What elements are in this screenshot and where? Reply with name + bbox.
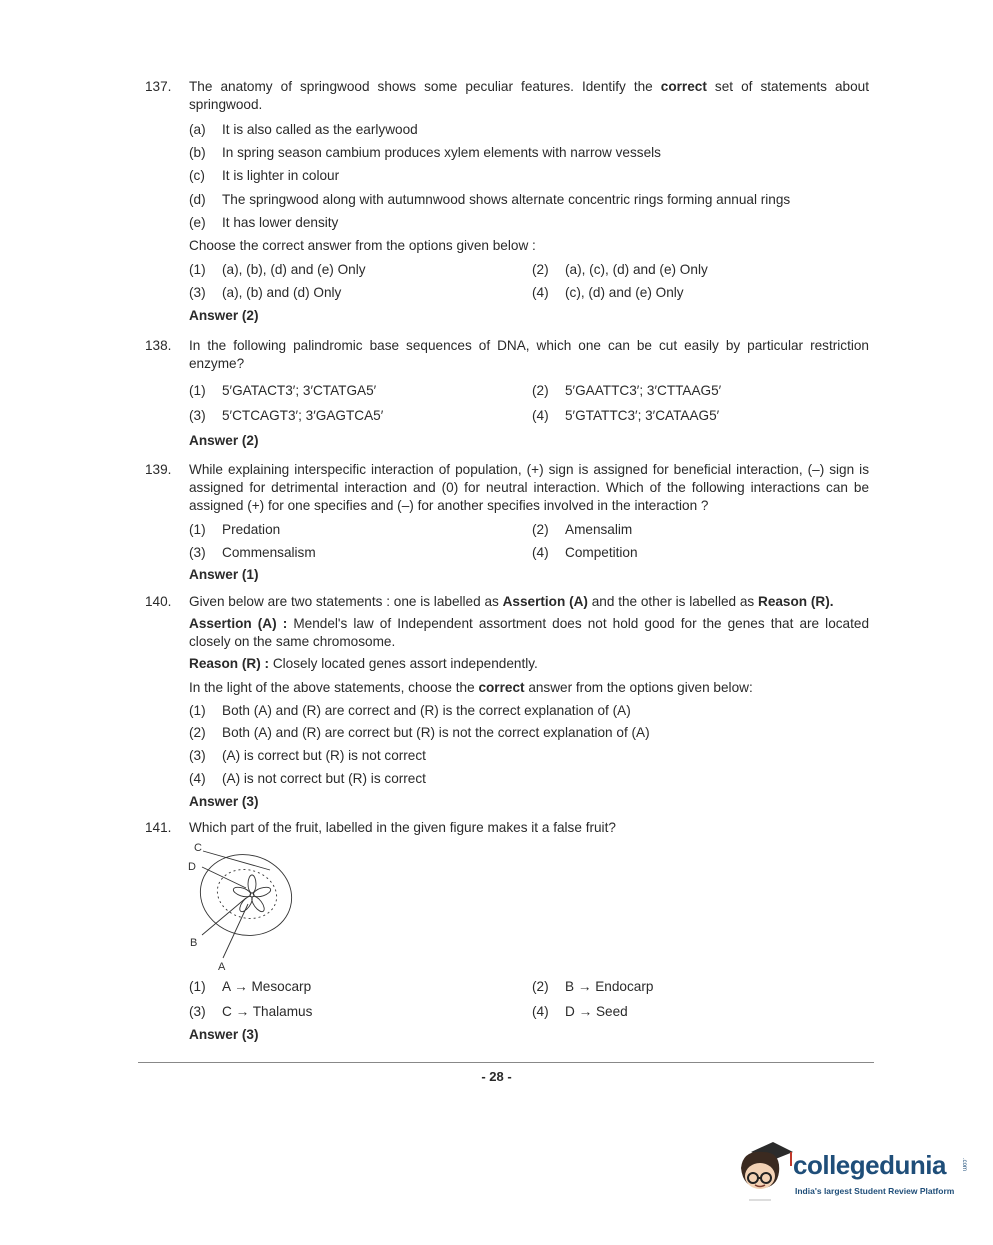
question-140	[145, 593, 870, 809]
option-1[interactable]: (1) 5′GATACT3′; 3′CTATGA5′	[189, 383, 377, 398]
figure-label-a: A	[218, 961, 226, 973]
option-1[interactable]: (1) (a), (b), (d) and (e) Only	[189, 262, 366, 277]
option-2[interactable]: (2) B → Endocarp	[532, 979, 654, 994]
question-137	[145, 78, 870, 323]
question-138	[145, 337, 869, 448]
option-3[interactable]: (3) (A) is correct but (R) is not correct	[189, 748, 426, 763]
reason: Reason (R) : Closely located genes assort independently.	[189, 656, 538, 671]
seed-arrangement	[232, 875, 272, 914]
answer: Answer (2)	[189, 308, 259, 323]
instruction: Choose the correct answer from the options given below :	[189, 238, 536, 253]
question-141	[145, 819, 869, 1042]
answer: Answer (3)	[189, 1027, 259, 1042]
option-4[interactable]: (4) (A) is not correct but (R) is correct	[189, 771, 426, 786]
question-139	[145, 461, 869, 582]
figure-label-b: B	[190, 937, 198, 949]
question-stem: While explaining interspecific interaction of population, (+) sign is assigned for beneficial interaction, (–) sign is assigned for detrimental interaction and (0) for neutral interaction. Which of the following interactions can be assigned (+) for one specifies and (–) for another specifies involved in the interaction ?	[189, 462, 869, 513]
question-number: 138.	[145, 338, 172, 353]
question-stem: Given below are two statements : one is labelled as Assertion (A) and the other is labelled as Reason (R).	[189, 594, 834, 609]
logo-suffix: .com	[961, 1158, 967, 1172]
option-2[interactable]: (2) (a), (c), (d) and (e) Only	[532, 262, 708, 277]
answer: Answer (2)	[189, 433, 259, 448]
question-number: 137.	[145, 79, 172, 94]
fruit-cross-section-figure	[180, 838, 310, 978]
option-1[interactable]: (1) Predation	[189, 522, 281, 537]
option-2[interactable]: (2) Amensalim	[532, 522, 633, 537]
fruit-inner-wall	[212, 863, 282, 925]
option-4[interactable]: (4) Competition	[532, 545, 638, 560]
question-number: 140.	[145, 594, 172, 609]
option-2[interactable]: (2) 5′GAATTC3′; 3′CTTAAG5′	[532, 383, 722, 398]
option-1[interactable]: (1) Both (A) and (R) are correct and (R) is the correct explanation of (A)	[189, 703, 631, 718]
answer: Answer (3)	[189, 794, 259, 809]
statement-d: (d) The springwood along with autumnwood shows alternate concentric rings forming annual rings	[189, 192, 791, 207]
option-3[interactable]: (3) C → Thalamus	[189, 1004, 313, 1019]
statement-e: (e) It has lower density	[189, 215, 339, 230]
logo-name: collegedunia	[793, 1150, 946, 1180]
option-1[interactable]: (1) A → Mesocarp	[189, 979, 312, 994]
statement-b: (b) In spring season cambium produces xylem elements with narrow vessels	[189, 145, 661, 160]
option-4[interactable]: (4) (c), (d) and (e) Only	[532, 285, 684, 300]
statement-c: (c) It is lighter in colour	[189, 168, 340, 183]
option-3[interactable]: (3) Commensalism	[189, 545, 316, 560]
option-3[interactable]: (3) 5′CTCAGT3′; 3′GAGTCA5′	[189, 408, 384, 423]
question-number: 141.	[145, 820, 172, 835]
figure-label-d: D	[188, 861, 196, 873]
answer: Answer (1)	[189, 567, 259, 582]
figure-label-c: C	[194, 842, 202, 854]
pointer-a	[223, 904, 248, 958]
question-stem: In the following palindromic base sequences of DNA, which one can be cut easily by particular restriction enzyme?	[189, 338, 869, 371]
statement-a: (a) It is also called as the earlywood	[189, 122, 418, 137]
footer-divider	[138, 1062, 874, 1063]
option-3[interactable]: (3) (a), (b) and (d) Only	[189, 285, 342, 300]
question-stem: The anatomy of springwood shows some peculiar features. Identify the correct set of statements about springwood.	[189, 79, 870, 112]
option-4[interactable]: (4) D → Seed	[532, 1004, 628, 1019]
assertion: Assertion (A) : Mendel's law of Independent assortment does not hold good for the genes that are located closely on the same chromosome.	[189, 616, 870, 649]
instruction: In the light of the above statements, choose the correct answer from the options given below:	[189, 680, 753, 695]
pointer-c	[203, 851, 270, 870]
option-4[interactable]: (4) 5′GTATTC3′; 3′CATAAG5′	[532, 408, 720, 423]
mascot-icon	[733, 1138, 793, 1208]
logo-tagline: India's largest Student Review Platform	[795, 1186, 955, 1196]
option-2[interactable]: (2) Both (A) and (R) are correct but (R) is not the correct explanation of (A)	[189, 725, 650, 740]
question-stem: Which part of the fruit, labelled in the given figure makes it a false fruit?	[189, 820, 616, 835]
page-number: - 28 -	[481, 1069, 512, 1084]
collegedunia-logo[interactable]	[733, 1138, 967, 1208]
question-number: 139.	[145, 462, 172, 477]
